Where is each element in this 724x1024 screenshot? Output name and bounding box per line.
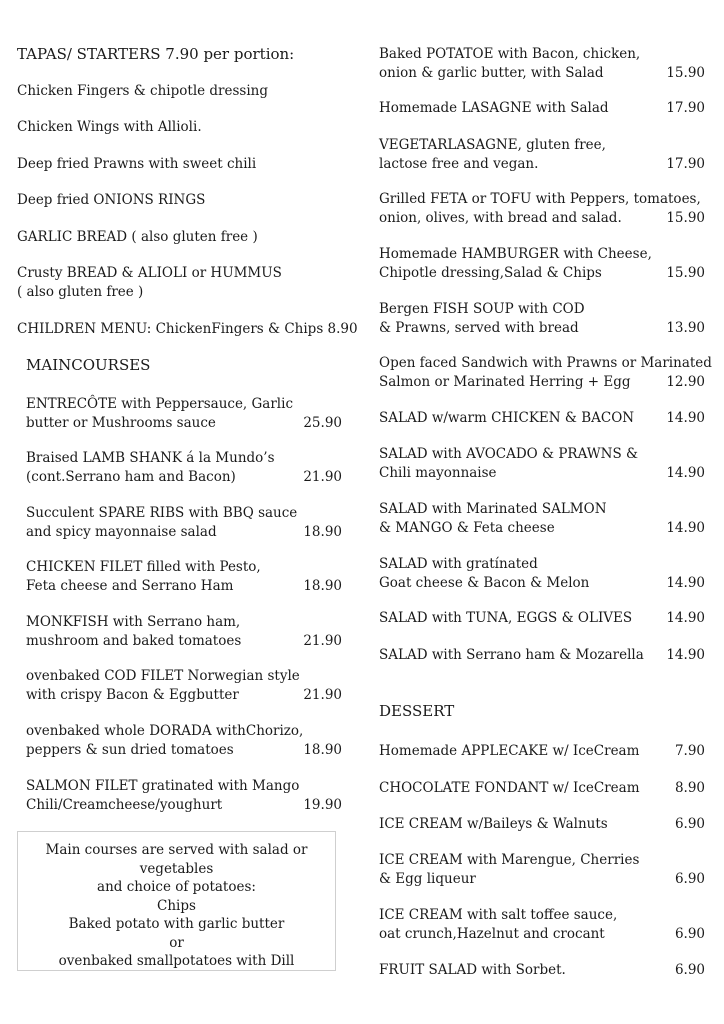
dessert-item-line: oat crunch,Hazelnut and crocant [379,925,605,942]
main-item-line: ovenbaked whole DORADA withChorizo, [26,723,304,739]
right-item-price: 15.90 [666,209,705,226]
maincourses-heading: MAINCOURSES [26,356,151,374]
main-item-price: 18.90 [303,523,342,540]
right-item-price: 14.90 [666,574,705,591]
tapas-item: Deep fried Prawns with sweet chili [17,156,257,172]
right-item-price: 17.90 [666,100,705,116]
right-item-line: Chili mayonnaise [379,464,497,481]
dessert-item-line: Homemade APPLECAKE w/ IceCream [379,743,640,759]
dessert-heading: DESSERT [379,702,455,720]
main-item-line: mushroom and baked tomatoes [26,632,242,649]
right-item-line: lactose free and vegan. [379,155,539,172]
right-item-line: SALAD with gratínated [379,556,538,572]
dessert-item-price: 6.90 [674,816,705,832]
main-item-price: 18.90 [303,577,342,594]
right-item-price: 15.90 [666,264,705,281]
main-item-line: Braised LAMB SHANK á la Mundo’s [26,450,275,466]
dessert-item-price: 6.90 [674,962,705,978]
tapas-item: GARLIC BREAD ( also gluten free ) [17,229,258,245]
right-item-price: 14.90 [666,610,705,626]
main-item-price: 19.90 [303,796,342,813]
right-item-line: VEGETARLASAGNE, gluten free, [379,137,606,153]
right-item-price: 14.90 [666,647,705,663]
dessert-item-line: ICE CREAM with salt toffee sauce, [379,907,618,923]
main-item-price: 21.90 [303,686,342,703]
children-menu: CHILDREN MENU: ChickenFingers & Chips 8.90 [17,321,358,337]
right-item-line: onion & garlic butter, with Salad [379,64,604,81]
tapas-item: Crusty BREAD & ALIOLI or HUMMUS [17,265,282,281]
main-item-price: 25.90 [303,414,342,431]
dessert-item-price: 6.90 [674,925,705,942]
right-item-line: Chipotle dressing,Salad & Chips [379,264,602,281]
dessert-item-line: ICE CREAM w/Baileys & Walnuts [379,816,608,832]
main-item-price: 21.90 [303,468,342,485]
right-item-line: Goat cheese & Bacon & Melon [379,574,590,591]
right-item-line: SALAD with Marinated SALMON [379,501,607,517]
right-item-line: Baked POTATOE with Bacon, chicken, [379,46,641,62]
tapas-item: Chicken Fingers & chipotle dressing [17,83,269,99]
right-item-price: 12.90 [666,373,705,390]
right-item-line: Homemade HAMBURGER with Cheese, [379,246,652,262]
right-item-price: 17.90 [666,155,705,172]
tapas-heading: TAPAS/ STARTERS 7.90 per portion: [17,45,295,63]
sides-note-line: ovenbaked smallpotatoes with Dill [58,953,295,969]
main-item-line: and spicy mayonnaise salad [26,523,217,540]
main-item-price: 18.90 [303,741,342,758]
main-item-line: with crispy Bacon & Eggbutter [26,686,239,703]
tapas-item: ( also gluten free ) [17,283,144,300]
right-item-line: SALAD with Serrano ham & Mozarella [379,647,644,663]
right-item-price: 14.90 [666,410,705,426]
dessert-item-line: FRUIT SALAD with Sorbet. [379,962,566,978]
main-item-line: ovenbaked COD FILET Norwegian style [26,668,300,684]
right-item-line: Salmon or Marinated Herring + Egg [379,373,631,390]
dessert-item-line: ICE CREAM with Marengue, Cherries [379,852,640,868]
dessert-item-line: CHOCOLATE FONDANT w/ IceCream [379,780,640,796]
main-item-price: 21.90 [303,632,342,649]
main-item-line: Chili/Creamcheese/youghurt [26,796,223,813]
main-item-line: Succulent SPARE RIBS with BBQ sauce [26,505,298,521]
right-item-price: 15.90 [666,64,705,81]
right-item-price: 14.90 [666,464,705,481]
main-item-line: Feta cheese and Serrano Ham [26,577,234,594]
sides-note-line: Chips [157,897,196,914]
sides-note-line: and choice of potatoes: [97,879,256,895]
sides-note-line: vegetables [139,860,214,877]
right-item-price: 13.90 [666,319,705,336]
tapas-item: Deep fried ONIONS RINGS [17,192,206,208]
right-item-line: SALAD w/warm CHICKEN & BACON [379,410,635,426]
dessert-item-price: 7.90 [674,743,705,759]
sides-note-line: Baked potato with garlic butter [68,916,285,932]
dessert-item-price: 8.90 [674,780,705,796]
right-item-line: Grilled FETA or TOFU with Peppers, tomatoes, [379,191,701,207]
right-item-line: Bergen FISH SOUP with COD [379,301,585,317]
main-item-line: SALMON FILET gratinated with Mango [26,778,300,794]
sides-note-box [17,831,336,971]
main-item-line: (cont.Serrano ham and Bacon) [26,468,236,485]
main-item-line: butter or Mushrooms sauce [26,414,216,431]
right-item-line: Open faced Sandwich with Prawns or Marinated [379,355,712,371]
main-item-line: CHICKEN FILET filled with Pesto, [26,559,261,575]
sides-note-line: Main courses are served with salad or [45,842,308,858]
tapas-item: Chicken Wings with Allioli. [17,119,202,135]
right-item-line: Homemade LASAGNE with Salad [379,100,609,116]
right-item-line: onion, olives, with bread and salad. [379,209,622,226]
right-item-price: 14.90 [666,519,705,536]
right-item-line: & MANGO & Feta cheese [379,519,555,536]
dessert-item-line: & Egg liqueur [379,870,476,887]
main-item-line: peppers & sun dried tomatoes [26,741,234,758]
right-item-line: & Prawns, served with bread [379,319,579,336]
right-item-line: SALAD with AVOCADO & PRAWNS & [379,446,639,462]
sides-note-line: or [169,934,184,951]
main-item-line: MONKFISH with Serrano ham, [26,614,241,630]
right-item-line: SALAD with TUNA, EGGS & OLIVES [379,610,633,626]
dessert-item-price: 6.90 [674,870,705,887]
main-item-line: ENTRECÔTE with Peppersauce, Garlic [26,396,294,412]
